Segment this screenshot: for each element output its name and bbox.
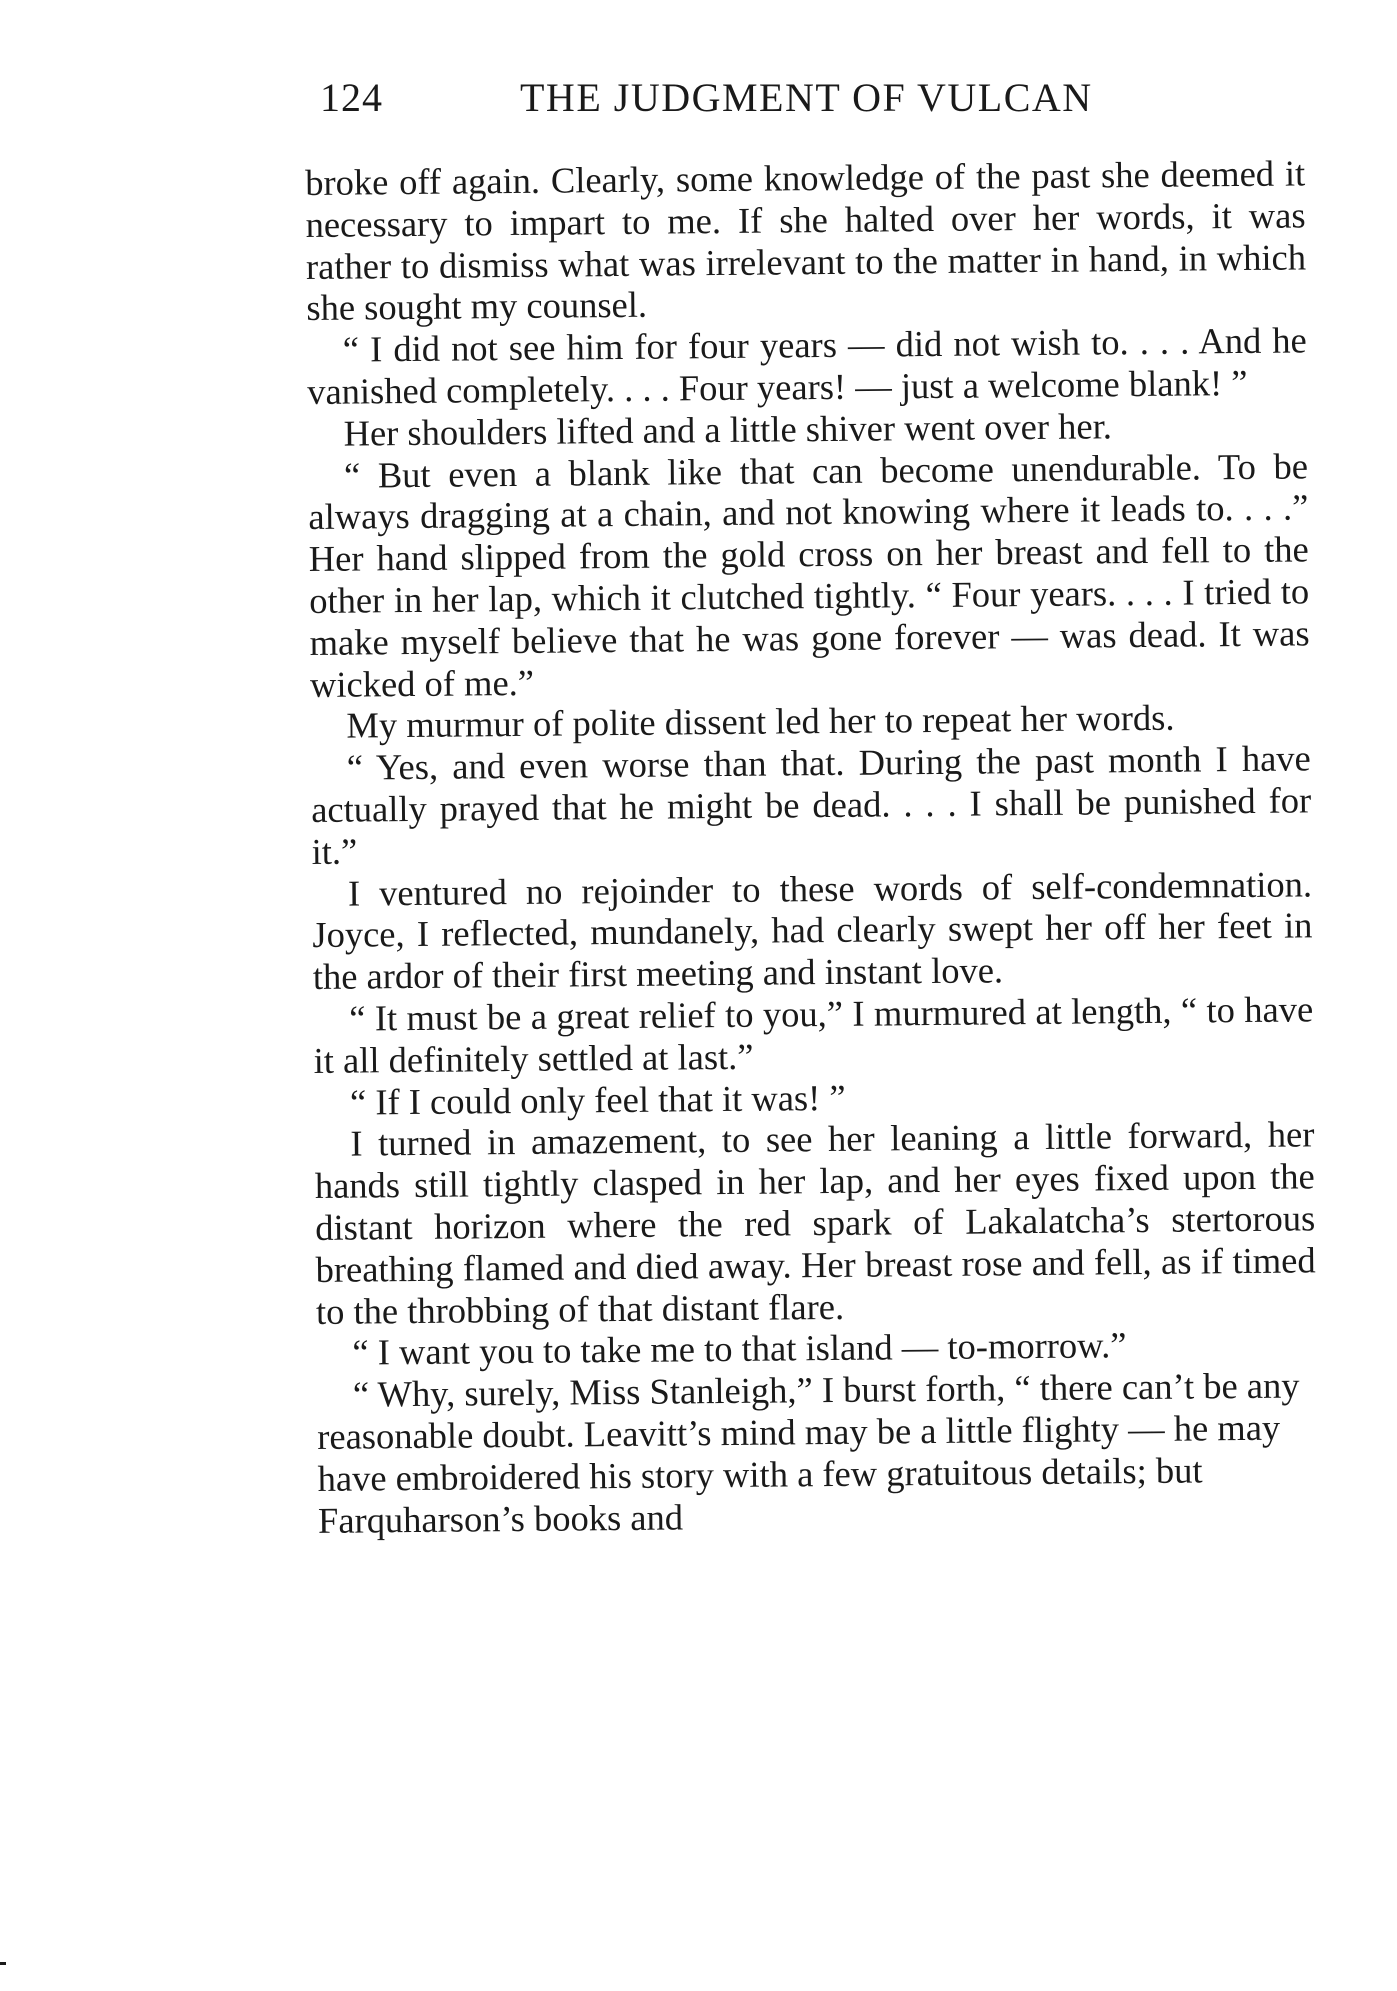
paragraph-6: “ Yes, and even worse than that. During the past month I have actually prayed that he might be dead. . . . I shall be punished for it.” xyxy=(311,737,1312,872)
paragraph-4: “ But even a blank like that can become unendurable. To be always dragging at a chain, and not knowing where it leads to. . . .” Her hand slipped from the gold cross on her breast and fell to the other in her lap, which it clutched tightly. “ Four years. . . . I tried to make myself believe that he was gone forever — was dead. It was wicked of me.” xyxy=(308,444,1310,705)
running-head xyxy=(320,74,1160,134)
page-number: 124 xyxy=(320,75,383,120)
running-title: THE JUDGMENT OF VULCAN xyxy=(520,75,1093,120)
paragraph-5: My murmur of polite dissent led her to repeat her words. xyxy=(346,697,1175,746)
paragraph-3: Her shoulders lifted and a little shiver went over her. xyxy=(343,405,1113,454)
scan-edge-mark xyxy=(0,1962,6,1965)
paragraph-1: broke off again. Clearly, some knowledge of the past she deemed it necessary to impart to me. If she halted over her words, it was rather to dismiss what was irrelevant to the matter in hand, in which she sought my counsel. xyxy=(305,152,1307,329)
paragraph-8: “ It must be a great relief to you,” I murmured at length, “ to have it all definitely settled at last.” xyxy=(313,988,1314,1081)
paragraph-2: “ I did not see him for four years — did not wish to. . . . And he vanished completely. . . . Four years! — just a welcome blank! ” xyxy=(307,319,1307,412)
paragraph-11: “ I want you to take me to that island — to-morrow.” xyxy=(352,1324,1127,1373)
paragraph-10: I turned in amazement, to see her leaning a little forward, her hands still tightly clasped in her lap, and her eyes fixed upon the distant horizon where the red spark of Lakalatcha’s stertorous breathing flamed and died away. Her breast rose and fell, as if timed to the throbbing of that distant flare. xyxy=(314,1113,1316,1332)
paragraph-12: “ Why, surely, Miss Stanleigh,” I burst forth, “ there can’t be any reasonable doubt. Leavitt’s mind may be a little flighty — he may have embroidered his story with a few gratuitous details; but Farquharson’s books and xyxy=(317,1364,1300,1541)
body-text xyxy=(305,152,1318,1541)
paragraph-7: I ventured no rejoinder to these words of self-condemnation. Joyce, I reflected, mundanely, had clearly swept her off her feet in the ardor of their first meeting and instant love. xyxy=(312,862,1313,998)
paragraph-9: “ If I could only feel that it was! ” xyxy=(349,1076,846,1123)
